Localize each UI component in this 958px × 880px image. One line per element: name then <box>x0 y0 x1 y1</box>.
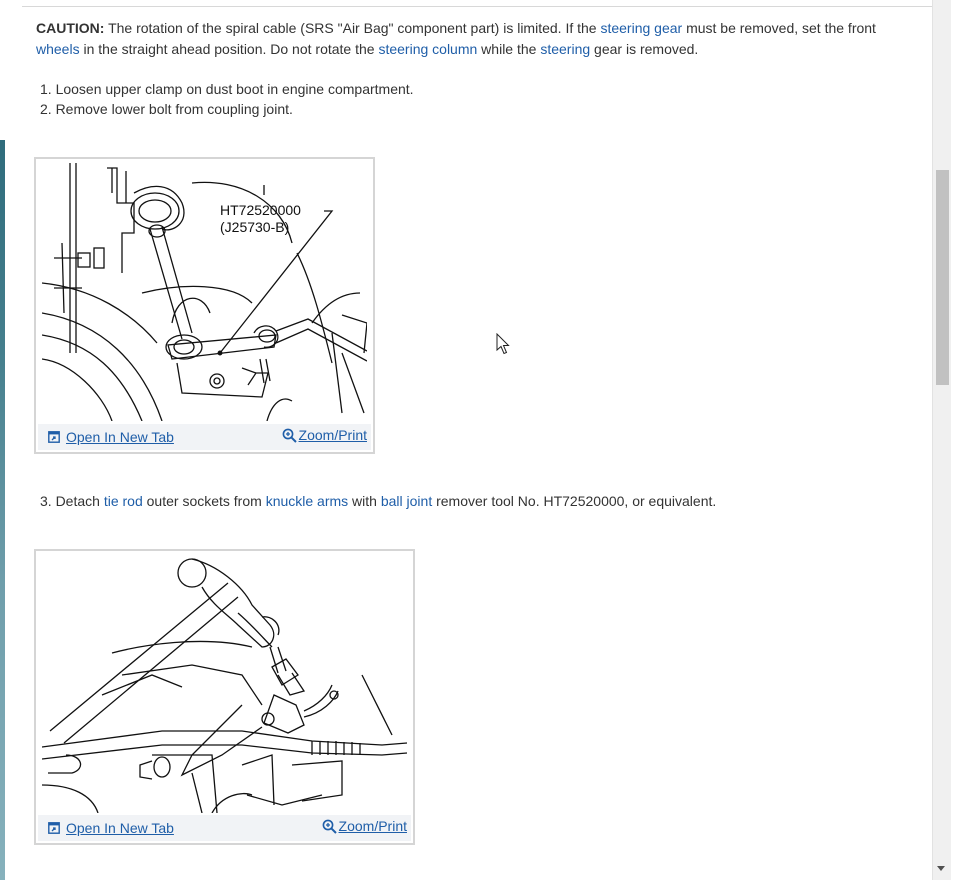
scroll-down-arrow-icon[interactable] <box>937 866 945 871</box>
step-3-text: outer sockets from <box>142 493 266 509</box>
step-3-text: remover tool No. HT72520000, or equivalent. <box>432 493 717 509</box>
vertical-scrollbar[interactable] <box>932 0 952 880</box>
caution-text: while the <box>477 41 541 57</box>
caution-text: gear is removed. <box>590 41 699 57</box>
link-steering-column[interactable]: steering column <box>378 41 478 57</box>
link-knuckle-arms[interactable]: knuckle arms <box>265 493 349 509</box>
figure-1 <box>34 157 375 454</box>
open-new-tab-label: Open In New Tab <box>66 820 174 836</box>
step-3 <box>40 491 716 511</box>
step-2: 2. Remove lower bolt from coupling joint. <box>40 101 293 117</box>
caution-text: in the straight ahead position. Do not rotate the <box>79 41 379 57</box>
caution-text: must be removed, set the front <box>682 20 876 36</box>
mouse-pointer-icon <box>496 333 510 358</box>
step-1: 1. Loosen upper clamp on dust boot in engine compartment. <box>40 81 414 97</box>
step-3-text: with <box>348 493 381 509</box>
background-stripe <box>0 140 5 880</box>
figure-2-toolbar <box>38 815 411 841</box>
link-tie-rod[interactable]: tie rod <box>103 493 143 509</box>
figure-1-tool-alt-number: (J25730-B) <box>220 219 290 235</box>
magnifier-icon <box>322 819 337 834</box>
caution-label: CAUTION: <box>36 20 105 36</box>
right-window-edge <box>951 0 958 880</box>
figure-1-zoom-print[interactable] <box>282 427 367 443</box>
figure-1-toolbar <box>38 424 371 450</box>
steps-list <box>40 79 414 119</box>
figure-1-open-new-tab[interactable] <box>48 429 174 445</box>
link-ball-joint[interactable]: ball joint <box>380 493 433 509</box>
open-new-tab-label: Open In New Tab <box>66 429 174 445</box>
steering-coupling-drawing <box>42 163 367 421</box>
figure-2-open-new-tab[interactable] <box>48 820 174 836</box>
figure-2-illustration[interactable] <box>42 555 407 813</box>
caution-paragraph <box>36 18 906 60</box>
zoom-print-label: Zoom/Print <box>298 427 367 443</box>
left-window-edge <box>0 0 7 880</box>
figure-2 <box>34 549 415 845</box>
caution-text: The rotation of the spiral cable (SRS "Air Bag" component part) is limited. If the <box>104 20 601 36</box>
figure-2-zoom-print[interactable] <box>322 818 407 834</box>
link-steering[interactable]: steering <box>540 41 591 57</box>
link-wheels[interactable]: wheels <box>36 41 80 57</box>
top-divider <box>22 0 932 7</box>
tie-rod-removal-drawing <box>42 555 407 813</box>
figure-1-tool-number: HT72520000 <box>220 202 301 218</box>
zoom-print-label: Zoom/Print <box>338 818 407 834</box>
open-new-tab-icon <box>48 431 60 443</box>
link-steering-gear[interactable]: steering gear <box>600 20 683 36</box>
scrollbar-thumb[interactable] <box>936 170 949 385</box>
magnifier-icon <box>282 428 297 443</box>
step-3-text: 3. Detach <box>40 493 104 509</box>
open-new-tab-icon <box>48 822 60 834</box>
figure-1-illustration[interactable] <box>42 163 367 421</box>
